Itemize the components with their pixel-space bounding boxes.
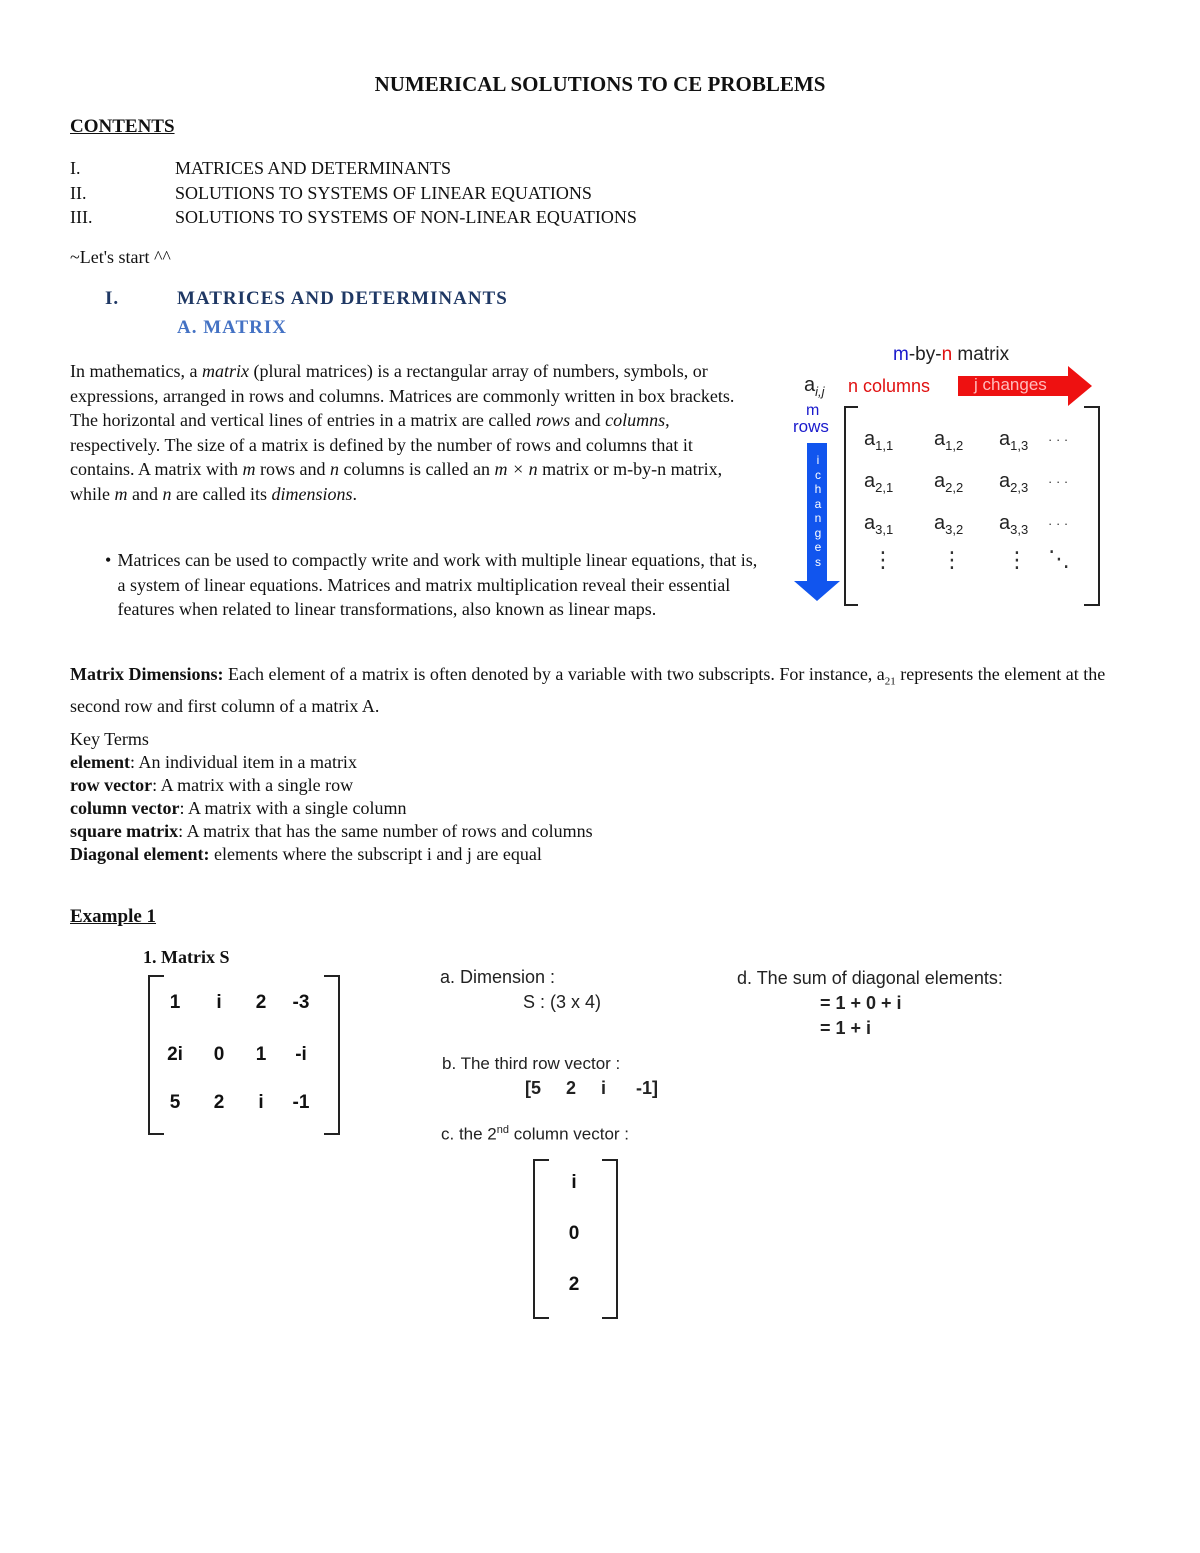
matrix-cell: 1 [255, 1044, 267, 1065]
cell-base: a [934, 512, 946, 534]
cell-sub: 1,2 [945, 438, 964, 453]
diagram-cell [999, 428, 1028, 453]
cell-sub: 2,3 [1010, 480, 1029, 495]
c-label-pre: c. the 2 [441, 1124, 497, 1144]
matrix-diagram [780, 340, 1110, 615]
dimensions-paragraph [70, 662, 1140, 719]
i-changes-letter: s [815, 554, 821, 569]
cell-sub: 3,2 [945, 522, 964, 537]
subsection-heading: A. MATRIX [177, 317, 287, 338]
n-columns-label: n columns [848, 376, 931, 396]
i-changes-letter: e [814, 540, 822, 554]
cell-base: a [934, 428, 946, 450]
subscript: 21 [884, 675, 896, 688]
diagram-cell [934, 428, 963, 453]
i-changes-label [810, 453, 826, 569]
example-heading: Example 1 [70, 906, 157, 927]
answer-d-line1: = 1 + 0 + i [820, 993, 902, 1013]
text-italic: m [242, 459, 256, 480]
cell-sub: 1,1 [875, 438, 894, 453]
column-vector-cell: i [571, 1172, 577, 1193]
key-terms [70, 728, 593, 866]
text-italic: dimensions [271, 483, 353, 504]
toc-num: III. [70, 207, 93, 227]
diagram-cell [864, 470, 893, 495]
j-changes-label: j changes [974, 375, 1047, 394]
key-terms-heading: Key Terms [70, 729, 149, 749]
c-label-sup: nd [496, 1124, 510, 1136]
diagram-vdots: ⋮ [1006, 547, 1028, 572]
diagram-vdots: ⋮ [872, 547, 894, 572]
aij-label [804, 374, 825, 399]
diagram-cell [864, 428, 893, 453]
section-heading [105, 288, 508, 310]
i-changes-letter: i [816, 453, 820, 467]
cell-sub: 3,3 [1010, 522, 1029, 537]
title-n: n [941, 344, 953, 365]
bullet-dot: • [105, 550, 112, 570]
text: In mathematics, a [70, 361, 202, 381]
column-vector-cell: 2 [568, 1274, 580, 1295]
diagram-cell [999, 512, 1028, 537]
i-changes-letter: g [814, 525, 822, 540]
definition: : A matrix that has the same number of rows and columns [178, 821, 593, 841]
toc-label: SOLUTIONS TO SYSTEMS OF LINEAR EQUATIONS [175, 182, 592, 203]
answer-d-label: d. The sum of diagonal elements: [737, 968, 1003, 988]
intro-paragraph [70, 359, 760, 507]
toc-item [70, 156, 637, 181]
section-title: MATRICES AND DETERMINANTS [177, 288, 508, 309]
aij-base: a [804, 374, 816, 396]
key-term [70, 751, 593, 774]
toc-item [70, 205, 637, 230]
text: columns is called an [339, 459, 495, 480]
diagram-hdots: · · · [1048, 474, 1069, 489]
matrix-cell: -1 [292, 1092, 310, 1113]
key-term [70, 820, 593, 843]
definition: : A matrix with a single column [179, 798, 407, 818]
diagram-cell [864, 512, 893, 537]
matrix-cell: 1 [169, 992, 181, 1013]
text-italic: n [330, 459, 339, 480]
text: , respectively. The size of a matrix is defined by the number of rows and columns that it contains. A matrix with [70, 410, 693, 480]
text: and [127, 483, 163, 504]
bullet-item [105, 548, 760, 622]
cell-sub: 1,3 [1010, 438, 1029, 453]
start-text: ~Let's start ^^ [70, 247, 171, 267]
diagram-hdots: · · · [1048, 432, 1069, 447]
cell-base: a [864, 470, 876, 492]
text: and [570, 410, 606, 431]
contents-heading: CONTENTS [70, 116, 175, 137]
term: Diagonal element: [70, 844, 210, 864]
text: (plural matrices) is a rectangular array of numbers, symbols, or expressions, arranged in rows and columns. Matrices are commonly written in box brackets. The horizontal and vertical lines of entries in a matrix are called [70, 361, 735, 431]
cell-base: a [864, 428, 876, 450]
definition: : A matrix with a single row [152, 775, 354, 795]
matrix-cell: i [258, 1092, 264, 1113]
cell-base: a [999, 512, 1011, 534]
column-vector-cell: 0 [568, 1223, 580, 1244]
cell-sub: 2,1 [875, 480, 894, 495]
c-label-post: column vector : [509, 1124, 630, 1144]
text: represents the element at the second row and first column of a matrix A. [70, 664, 1106, 717]
toc-num: I. [70, 158, 81, 178]
answer-b-value: [5 2 i -1] [525, 1078, 659, 1098]
diagram-ddots: ⋱ [1048, 546, 1070, 571]
dimensions-label: Matrix Dimensions: [70, 664, 224, 684]
text: matrix or m-by-n matrix, while [70, 459, 723, 504]
i-changes-letter: n [814, 511, 822, 525]
text: are called its [171, 483, 272, 504]
page-title: NUMERICAL SOLUTIONS TO CE PROBLEMS [374, 72, 826, 96]
key-term [70, 797, 593, 820]
term: element [70, 752, 130, 772]
matrix-cell: 2 [255, 992, 267, 1013]
section-number: I. [105, 288, 120, 309]
definition: : An individual item in a matrix [129, 752, 357, 772]
answer-d-line2: = 1 + i [820, 1018, 872, 1038]
text-italic: n [162, 483, 172, 504]
answer-b-label: b. The third row vector : [442, 1054, 621, 1073]
text: Each element of a matrix is often denoted by a variable with two subscripts. For instance, a [223, 664, 885, 684]
bullet-text: Matrices can be used to compactly write and work with multiple linear equations, that is, a system of linear equations. Matrices and matrix multiplication reveal their essential features when related to linear transformations, also known as linear maps. [117, 550, 758, 620]
diagram-hdots: · · · [1048, 516, 1069, 531]
diagram-cell [934, 470, 963, 495]
key-term [70, 843, 593, 866]
term: column vector [70, 798, 180, 818]
matrix-cell: i [216, 992, 222, 1013]
definition: elements where the subscript i and j are equal [209, 844, 542, 864]
text: rows and [255, 459, 330, 480]
diagram-cell [999, 470, 1028, 495]
diagram-cell [934, 512, 963, 537]
toc-label: MATRICES AND DETERMINANTS [175, 158, 452, 178]
answer-a-value: S : (3 x 4) [523, 992, 602, 1012]
i-changes-letter: c [815, 467, 821, 482]
term: square matrix [70, 821, 179, 841]
answer-c-label [441, 1124, 629, 1145]
rows-label: rows [793, 417, 829, 436]
text-italic: columns [605, 410, 666, 431]
toc-num: II. [70, 182, 87, 203]
text: . [352, 483, 357, 504]
toc-item [70, 181, 637, 206]
title-m: m [893, 344, 909, 365]
aij-sub: i,j [815, 384, 825, 399]
toc-label: SOLUTIONS TO SYSTEMS OF NON-LINEAR EQUATIONS [175, 207, 637, 227]
diagram-vdots: ⋮ [941, 547, 963, 572]
cell-sub: 2,2 [945, 480, 964, 495]
matrix-cell: 5 [169, 1092, 181, 1113]
i-changes-letter: a [814, 496, 822, 511]
table-of-contents [70, 156, 637, 230]
matrix-cell: -3 [292, 992, 310, 1013]
matrix-cell: -i [295, 1044, 307, 1065]
cell-base: a [999, 470, 1011, 492]
cell-base: a [999, 428, 1011, 450]
title-rest: matrix [952, 344, 1010, 365]
cell-base: a [934, 470, 946, 492]
matrix-label: 1. Matrix S [143, 947, 230, 967]
i-changes-letter: h [814, 482, 822, 496]
text-italic: m × n [494, 459, 538, 480]
text-italic: m [114, 483, 128, 504]
matrix-cell: 2 [213, 1092, 225, 1113]
text-italic: matrix [201, 361, 249, 381]
diagram-title [893, 344, 1009, 366]
m-label: m [806, 402, 820, 419]
cell-base: a [864, 512, 876, 534]
key-term [70, 774, 593, 797]
answer-a-label: a. Dimension : [440, 967, 556, 987]
text-italic: rows [535, 410, 571, 431]
term: row vector [70, 775, 153, 795]
matrix-cell: 0 [213, 1044, 225, 1065]
title-by: -by- [908, 344, 942, 365]
cell-sub: 3,1 [875, 522, 894, 537]
matrix-cell: 2i [167, 1044, 183, 1065]
